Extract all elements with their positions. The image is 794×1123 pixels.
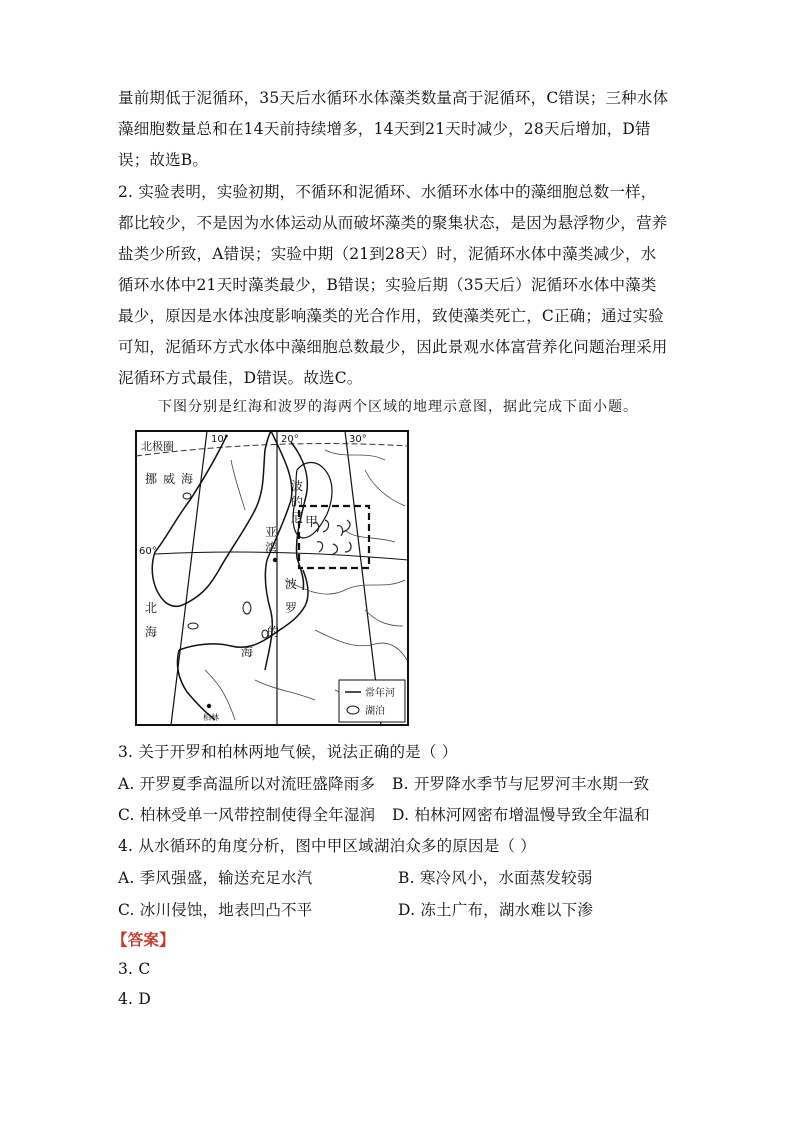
q4-option-b: B. 寒冷风小，水面蒸发较弱 xyxy=(398,869,593,887)
baltic-map-figure xyxy=(135,430,409,726)
q4-option-a: A. 季风强盛，输送充足水汽 xyxy=(118,869,313,887)
label-norwegian-sea: 挪威海 xyxy=(145,472,200,486)
city-dot xyxy=(273,558,277,562)
q4-option-d: D. 冻土广布，湖水难以下渗 xyxy=(398,901,594,919)
q4-option-c: C. 冰川侵蚀，地表凹凸不平 xyxy=(118,901,313,919)
label-bothnia-2: 的 xyxy=(291,495,304,509)
explanation-line: 误；故选B。 xyxy=(118,151,209,169)
explanation-line: 都比较少，不是因为水体运动从而破坏藻类的聚集状态，是因为悬浮物少，营养 xyxy=(118,214,668,232)
explanation-line: 藻细胞数量总和在14天前持续增多，14天到21天时减少，28天后增加，D错 xyxy=(118,120,651,138)
explanation-line: 盐类少所致，A错误；实验中期（21到28天）时，泥循环水体中藻类减少，水 xyxy=(118,245,657,263)
label-baltic-2: 罗 xyxy=(285,601,298,615)
explanation-line: 量前期低于泥循环，35天后水循环水体藻类数量高于泥循环，C错误；三种水体 xyxy=(118,89,669,107)
answer-heading: 【答案】 xyxy=(112,930,175,949)
answer-3: 3. C xyxy=(118,960,151,978)
answer-4: 4. D xyxy=(118,990,151,1008)
q3-option-c: C. 柏林受单一风带控制使得全年湿润 xyxy=(118,806,376,824)
label-bothnia-1: 波 xyxy=(291,479,304,493)
explanation-line: 泥循环方式最佳，D错误。故选C。 xyxy=(118,369,363,387)
question-4: 4. 从水循环的角度分析，图中甲区域湖泊众多的原因是（ ） xyxy=(118,837,536,855)
label-bothnia-3: 尼 xyxy=(291,511,304,525)
figure-caption: 下图分别是红海和波罗的海两个区域的地理示意图，据此完成下面小题。 xyxy=(158,399,638,415)
label-gulf-2: 湾 xyxy=(265,541,278,555)
berlin-dot xyxy=(207,704,211,708)
q3-option-d: D. 柏林河网密布增温慢导致全年温和 xyxy=(392,806,650,824)
label-baltic-1: 波 xyxy=(285,577,298,591)
explanation-line: 可知，泥循环方式水体中藻细胞总数最少，因此景观水体富营养化问题治理采用 xyxy=(118,338,668,356)
label-gulf-1: 亚 xyxy=(265,525,278,539)
label-legend-river: 常年河 xyxy=(365,688,395,699)
label-lon-10: 10° xyxy=(211,434,229,445)
label-lon-20: 20° xyxy=(281,434,299,445)
question-3: 3. 关于开罗和柏林两地气候，说法正确的是（ ） xyxy=(118,743,458,761)
label-legend-lake: 湖泊 xyxy=(365,706,385,717)
label-north-sea-2: 海 xyxy=(145,625,158,639)
label-baltic-3: 的 xyxy=(267,625,280,639)
label-jia: 甲 xyxy=(305,515,319,530)
label-berlin: 柏林 xyxy=(203,713,219,722)
q3-option-b: B. 开罗降水季节与尼罗河丰水期一致 xyxy=(392,775,650,793)
label-arctic-circle: 北极圈 xyxy=(141,440,174,453)
explanation-line: 2. 实验表明，实验初期，不循环和泥循环、水循环水体中的藻细胞总数一样， xyxy=(118,183,657,201)
q3-option-a: A. 开罗夏季高温所以对流旺盛降雨多 xyxy=(118,775,376,793)
label-lat-60: 60° xyxy=(139,546,157,557)
explanation-line: 循环水体中21天时藻类最少，B错误；实验后期（35天后）泥循环水体中藻类 xyxy=(118,276,657,294)
label-lon-30: 30° xyxy=(349,434,367,445)
explanation-line: 最少，原因是水体浊度影响藻类的光合作用，致使藻类死亡，C正确；通过实验 xyxy=(118,307,664,325)
label-north-sea-1: 北 xyxy=(145,601,158,615)
label-baltic-4: 海 xyxy=(241,645,254,659)
